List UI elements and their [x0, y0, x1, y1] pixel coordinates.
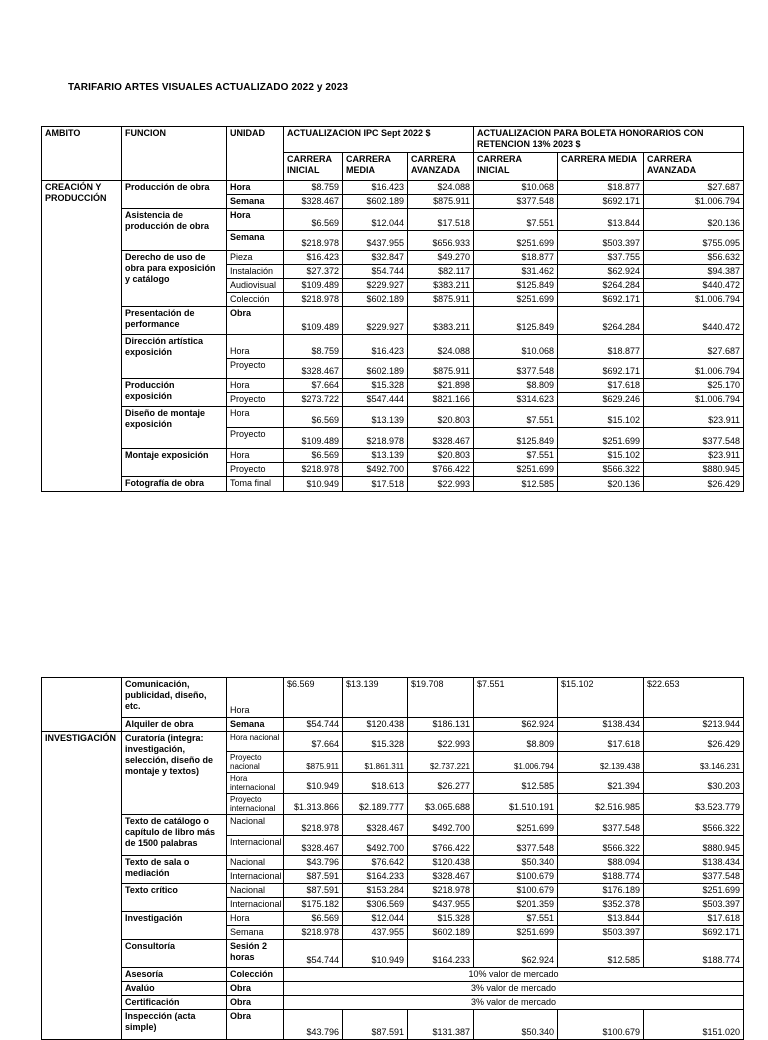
value-cell: $264.284: [558, 279, 644, 293]
funcion-produccion-obra: Producción de obra: [122, 181, 227, 209]
header-carrera-inicial-2023: CARRERA INICIAL: [474, 153, 558, 181]
value-cell: $43.796: [284, 1010, 343, 1040]
value-cell: $218.978: [284, 463, 343, 477]
value-cell: $31.462: [474, 265, 558, 279]
value-cell: $8.759: [284, 181, 343, 195]
value-cell: $22.653: [644, 678, 744, 718]
value-cell: $76.642: [343, 856, 408, 870]
unidad-cell: Semana: [227, 926, 284, 940]
value-cell: $1.313.866: [284, 794, 343, 815]
value-cell: $21.898: [408, 379, 474, 393]
funcion-alquiler-obra: Alquiler de obra: [122, 718, 227, 732]
value-cell: $492.700: [408, 815, 474, 836]
value-cell: $15.328: [343, 732, 408, 752]
market-value-cell: 3% valor de mercado: [284, 996, 744, 1010]
funcion-direccion-artistica: Dirección artística exposición: [122, 335, 227, 379]
value-cell: $377.548: [474, 836, 558, 856]
value-cell: $18.877: [558, 335, 644, 359]
value-cell: $188.774: [644, 940, 744, 968]
value-cell: $7.664: [284, 379, 343, 393]
value-cell: $2.737.221: [408, 752, 474, 773]
value-cell: $218.978: [408, 884, 474, 898]
value-cell: $629.246: [558, 393, 644, 407]
value-cell: $377.548: [558, 815, 644, 836]
funcion-investigacion: Investigación: [122, 912, 227, 940]
unidad-cell: Proyecto: [227, 463, 284, 477]
funcion-certificacion: Certificación: [122, 996, 227, 1010]
value-cell: $6.569: [284, 449, 343, 463]
value-cell: $23.911: [644, 407, 744, 428]
value-cell: $7.664: [284, 732, 343, 752]
funcion-texto-sala: Texto de sala o mediación: [122, 856, 227, 884]
value-cell: $6.569: [284, 209, 343, 231]
unidad-cell: [227, 335, 284, 359]
value-cell: $49.270: [408, 251, 474, 265]
value-cell: $692.171: [558, 195, 644, 209]
unidad-cell: Proyecto internacional: [227, 794, 284, 815]
funcion-asistencia-produccion: Asistencia de producción de obra: [122, 209, 227, 251]
value-cell: $15.102: [558, 407, 644, 428]
value-cell: $547.444: [343, 393, 408, 407]
value-cell: $120.438: [343, 718, 408, 732]
unidad-cell: Hora: [227, 407, 284, 428]
value-cell: $875.911: [284, 752, 343, 773]
value-cell: $218.978: [284, 231, 343, 251]
value-cell: $15.102: [558, 449, 644, 463]
funcion-derecho-uso: Derecho de uso de obra para exposición y catálogo: [122, 251, 227, 307]
value-cell: $153.284: [343, 884, 408, 898]
unidad-cell: Colección: [227, 968, 284, 982]
funcion-consultoria: Consultoría: [122, 940, 227, 968]
value-cell: $766.422: [408, 836, 474, 856]
value-cell: $27.687: [644, 181, 744, 195]
value-cell: $328.467: [408, 428, 474, 449]
ambito-empty: [42, 678, 122, 732]
unidad-cell: Obra: [227, 307, 284, 335]
value-cell: $602.189: [343, 195, 408, 209]
value-cell: $62.924: [558, 265, 644, 279]
value-cell: $151.020: [644, 1010, 744, 1040]
value-cell: $138.434: [558, 718, 644, 732]
value-cell: $2.516.985: [558, 794, 644, 815]
value-cell: $328.467: [284, 195, 343, 209]
value-cell: $10.949: [284, 477, 343, 492]
unidad-cell: Nacional: [227, 815, 284, 836]
unidad-cell: Proyecto: [227, 359, 284, 379]
value-cell: $22.993: [408, 477, 474, 492]
value-cell: $25.170: [644, 379, 744, 393]
value-cell: $755.095: [644, 231, 744, 251]
funcion-texto-catalogo: Texto de catálogo o capítulo de libro más de 1500 palabras: [122, 815, 227, 856]
value-cell: $440.472: [644, 279, 744, 293]
value-cell: $602.189: [408, 926, 474, 940]
value-cell: $218.978: [343, 428, 408, 449]
value-cell: $125.849: [474, 279, 558, 293]
unidad-cell: Sesión 2 horas: [227, 940, 284, 968]
value-cell: $37.755: [558, 251, 644, 265]
value-cell: $3.065.688: [408, 794, 474, 815]
value-cell: $20.136: [558, 477, 644, 492]
value-cell: $656.933: [408, 231, 474, 251]
value-cell: $229.927: [343, 307, 408, 335]
value-cell: $766.422: [408, 463, 474, 477]
unidad-cell: Nacional: [227, 856, 284, 870]
value-cell: $437.955: [408, 898, 474, 912]
value-cell: $7.551: [474, 912, 558, 926]
value-cell: $201.359: [474, 898, 558, 912]
value-cell: $10.949: [343, 940, 408, 968]
unidad-cell: Hora nacional: [227, 732, 284, 752]
value-cell: $492.700: [343, 463, 408, 477]
unidad-cell: Obra: [227, 1010, 284, 1040]
value-cell: $2.139.438: [558, 752, 644, 773]
value-cell: $50.340: [474, 1010, 558, 1040]
header-funcion: FUNCION: [122, 127, 227, 181]
value-cell: $383.211: [408, 307, 474, 335]
value-cell: $100.679: [558, 1010, 644, 1040]
unidad-cell: Proyecto: [227, 428, 284, 449]
value-cell: $273.722: [284, 393, 343, 407]
value-cell: $503.397: [558, 926, 644, 940]
value-cell: $125.849: [474, 428, 558, 449]
value-cell: $13.844: [558, 912, 644, 926]
value-cell: $13.844: [558, 209, 644, 231]
value-cell: $314.623: [474, 393, 558, 407]
page-title: TARIFARIO ARTES VISUALES ACTUALIZADO 2022 y 2023: [68, 82, 349, 93]
value-cell: $218.978: [284, 293, 343, 307]
value-cell: $20.803: [408, 407, 474, 428]
unidad-cell: Pieza: [227, 251, 284, 265]
value-cell: $306.569: [343, 898, 408, 912]
unidad-cell: Proyecto: [227, 393, 284, 407]
unidad-cell: Internacional: [227, 898, 284, 912]
value-cell: $54.744: [284, 718, 343, 732]
value-cell: $125.849: [474, 307, 558, 335]
value-cell: $218.978: [284, 815, 343, 836]
value-cell: $16.423: [284, 251, 343, 265]
unidad-cell: Obra: [227, 982, 284, 996]
value-cell: $43.796: [284, 856, 343, 870]
value-cell: $8.809: [474, 732, 558, 752]
funcion-montaje-exposicion: Montaje exposición: [122, 449, 227, 477]
value-cell: $328.467: [284, 359, 343, 379]
value-cell: $22.993: [408, 732, 474, 752]
value-cell: $15.328: [408, 912, 474, 926]
unidad-cell: Audiovisual: [227, 279, 284, 293]
value-cell: $13.139: [343, 678, 408, 718]
value-cell: $1.006.794: [644, 359, 744, 379]
funcion-produccion-exposicion: Producción exposición: [122, 379, 227, 407]
value-cell: $100.679: [474, 870, 558, 884]
value-cell: $12.044: [343, 912, 408, 926]
unidad-cell: Hora internacional: [227, 773, 284, 794]
value-cell: $100.679: [474, 884, 558, 898]
value-cell: $8.809: [474, 379, 558, 393]
value-cell: $6.569: [284, 678, 343, 718]
value-cell: $24.088: [408, 335, 474, 359]
header-boleta: ACTUALIZACION PARA BOLETA HONORARIOS CON RETENCION 13% 2023 $: [474, 127, 744, 153]
funcion-performance: Presentación de performance: [122, 307, 227, 335]
value-cell: $186.131: [408, 718, 474, 732]
value-cell: $56.632: [644, 251, 744, 265]
value-cell: $7.551: [474, 678, 558, 718]
value-cell: $62.924: [474, 940, 558, 968]
value-cell: $6.569: [284, 912, 343, 926]
value-cell: $18.877: [558, 181, 644, 195]
funcion-comunicacion: Comunicación, publicidad, diseño, etc.: [122, 678, 227, 718]
value-cell: $383.211: [408, 279, 474, 293]
value-cell: $352.378: [558, 898, 644, 912]
value-cell: $1.006.794: [474, 752, 558, 773]
unidad-cell: Hora: [227, 181, 284, 195]
value-cell: $377.548: [644, 428, 744, 449]
unidad-cell: Hora: [227, 209, 284, 231]
value-cell: $10.068: [474, 335, 558, 359]
value-cell: $19.708: [408, 678, 474, 718]
funcion-fotografia-obra: Fotografía de obra: [122, 477, 227, 492]
value-cell: $229.927: [343, 279, 408, 293]
unidad-cell: Nacional: [227, 884, 284, 898]
value-cell: $17.518: [408, 209, 474, 231]
unidad-cell: Proyecto nacional: [227, 752, 284, 773]
value-cell: $18.613: [343, 773, 408, 794]
value-cell: $251.699: [644, 884, 744, 898]
value-cell: $218.978: [284, 926, 343, 940]
value-cell: $54.744: [343, 265, 408, 279]
funcion-inspeccion: Inspección (acta simple): [122, 1010, 227, 1040]
header-carrera-media-2023: CARRERA MEDIA: [558, 153, 644, 181]
value-cell: $27.372: [284, 265, 343, 279]
header-row: [42, 127, 744, 153]
value-cell: $164.233: [343, 870, 408, 884]
value-cell: $17.618: [644, 912, 744, 926]
value-cell: $13.139: [343, 407, 408, 428]
unidad-cell: Semana: [227, 195, 284, 209]
value-cell: $24.088: [408, 181, 474, 195]
value-cell: $7.551: [474, 209, 558, 231]
unidad-cell: Colección: [227, 293, 284, 307]
funcion-asesoria: Asesoría: [122, 968, 227, 982]
unidad-cell: [227, 678, 284, 718]
value-cell: $164.233: [408, 940, 474, 968]
value-cell: $566.322: [558, 463, 644, 477]
value-cell: $87.591: [284, 870, 343, 884]
value-cell: $20.803: [408, 449, 474, 463]
value-cell: $87.591: [284, 884, 343, 898]
value-cell: $692.171: [644, 926, 744, 940]
value-cell: $3.523.779: [644, 794, 744, 815]
value-cell: $437.955: [343, 231, 408, 251]
market-value-cell: 3% valor de mercado: [284, 982, 744, 996]
tariff-table-research: [41, 677, 744, 1040]
value-cell: $21.394: [558, 773, 644, 794]
header-unidad: UNIDAD: [227, 127, 284, 181]
value-cell: $26.429: [644, 732, 744, 752]
value-cell: $54.744: [284, 940, 343, 968]
value-cell: $32.847: [343, 251, 408, 265]
value-cell: $26.277: [408, 773, 474, 794]
value-cell: $131.387: [408, 1010, 474, 1040]
value-cell: $440.472: [644, 307, 744, 335]
value-cell: $88.094: [558, 856, 644, 870]
value-cell: $12.044: [343, 209, 408, 231]
value-cell: $602.189: [343, 293, 408, 307]
unidad-cell: Toma final: [227, 477, 284, 492]
unidad-cell: Semana: [227, 231, 284, 251]
value-cell: $566.322: [644, 815, 744, 836]
value-cell: $26.429: [644, 477, 744, 492]
value-cell: $10.068: [474, 181, 558, 195]
value-cell: $251.699: [474, 231, 558, 251]
value-cell: $2.189.777: [343, 794, 408, 815]
value-cell: $251.699: [474, 815, 558, 836]
value-cell: $15.328: [343, 379, 408, 393]
value-cell: $109.489: [284, 428, 343, 449]
unidad-cell: Internacional: [227, 836, 284, 856]
value-cell: $492.700: [343, 836, 408, 856]
tariff-table-creation: [41, 126, 744, 492]
unidad-cell: Hora: [227, 912, 284, 926]
market-value-cell: 10% valor de mercado: [284, 968, 744, 982]
value-cell: $264.284: [558, 307, 644, 335]
unidad-cell: Instalación: [227, 265, 284, 279]
unidad-label: Hora: [230, 346, 250, 356]
value-cell: $30.203: [644, 773, 744, 794]
value-cell: $12.585: [474, 477, 558, 492]
value-cell: $1.006.794: [644, 293, 744, 307]
header-ambito: AMBITO: [42, 127, 122, 181]
value-cell: $10.949: [284, 773, 343, 794]
value-cell: 437.955: [343, 926, 408, 940]
value-cell: $875.911: [408, 195, 474, 209]
value-cell: $503.397: [644, 898, 744, 912]
value-cell: $175.182: [284, 898, 343, 912]
header-carrera-avanzada-2023: CARRERA AVANZADA: [644, 153, 744, 181]
value-cell: $20.136: [644, 209, 744, 231]
value-cell: $13.139: [343, 449, 408, 463]
value-cell: $251.699: [474, 926, 558, 940]
value-cell: $1.510.191: [474, 794, 558, 815]
value-cell: $17.618: [558, 379, 644, 393]
value-cell: $3.146.231: [644, 752, 744, 773]
value-cell: $16.423: [343, 335, 408, 359]
value-cell: $8.759: [284, 335, 343, 359]
value-cell: $377.548: [474, 359, 558, 379]
unidad-cell: Obra: [227, 996, 284, 1010]
value-cell: $692.171: [558, 293, 644, 307]
header-ipc: ACTUALIZACION IPC Sept 2022 $: [284, 127, 474, 153]
value-cell: $6.569: [284, 407, 343, 428]
value-cell: $602.189: [343, 359, 408, 379]
value-cell: $377.548: [644, 870, 744, 884]
value-cell: $12.585: [558, 940, 644, 968]
value-cell: $87.591: [343, 1010, 408, 1040]
value-cell: $23.911: [644, 449, 744, 463]
value-cell: $566.322: [558, 836, 644, 856]
value-cell: $50.340: [474, 856, 558, 870]
value-cell: $251.699: [474, 293, 558, 307]
value-cell: $17.618: [558, 732, 644, 752]
value-cell: $1.006.794: [644, 195, 744, 209]
value-cell: $692.171: [558, 359, 644, 379]
ambito-creacion: CREACIÓN Y PRODUCCIÓN: [42, 181, 122, 492]
value-cell: $62.924: [474, 718, 558, 732]
value-cell: $18.877: [474, 251, 558, 265]
value-cell: $213.944: [644, 718, 744, 732]
unidad-cell: Semana: [227, 718, 284, 732]
unidad-cell: Internacional: [227, 870, 284, 884]
value-cell: $16.423: [343, 181, 408, 195]
funcion-curatoria: Curatoría (integra: investigación, selección, diseño de montaje y textos): [122, 732, 227, 815]
value-cell: $328.467: [343, 815, 408, 836]
funcion-diseno-montaje: Diseño de montaje exposición: [122, 407, 227, 449]
value-cell: $17.518: [343, 477, 408, 492]
value-cell: $328.467: [408, 870, 474, 884]
value-cell: $328.467: [284, 836, 343, 856]
value-cell: $880.945: [644, 836, 744, 856]
value-cell: $188.774: [558, 870, 644, 884]
funcion-avaluo: Avalúo: [122, 982, 227, 996]
value-cell: $15.102: [558, 678, 644, 718]
unidad-cell: Hora: [227, 379, 284, 393]
value-cell: $875.911: [408, 293, 474, 307]
value-cell: $138.434: [644, 856, 744, 870]
value-cell: $251.699: [474, 463, 558, 477]
header-carrera-media: CARRERA MEDIA: [343, 153, 408, 181]
value-cell: $377.548: [474, 195, 558, 209]
value-cell: $27.687: [644, 335, 744, 359]
value-cell: $880.945: [644, 463, 744, 477]
value-cell: $7.551: [474, 449, 558, 463]
value-cell: $251.699: [558, 428, 644, 449]
funcion-texto-critico: Texto crítico: [122, 884, 227, 912]
value-cell: $82.117: [408, 265, 474, 279]
header-carrera-avanzada: CARRERA AVANZADA: [408, 153, 474, 181]
value-cell: $94.387: [644, 265, 744, 279]
ambito-investigacion: INVESTIGACIÓN: [42, 732, 122, 1040]
value-cell: $875.911: [408, 359, 474, 379]
header-carrera-inicial: CARRERA INICIAL: [284, 153, 343, 181]
value-cell: $1.861.311: [343, 752, 408, 773]
value-cell: $7.551: [474, 407, 558, 428]
unidad-label: Hora: [230, 705, 250, 715]
value-cell: $109.489: [284, 307, 343, 335]
value-cell: $109.489: [284, 279, 343, 293]
value-cell: $821.166: [408, 393, 474, 407]
unidad-cell: Hora: [227, 449, 284, 463]
value-cell: $12.585: [474, 773, 558, 794]
value-cell: $176.189: [558, 884, 644, 898]
value-cell: $503.397: [558, 231, 644, 251]
value-cell: $1.006.794: [644, 393, 744, 407]
value-cell: $120.438: [408, 856, 474, 870]
